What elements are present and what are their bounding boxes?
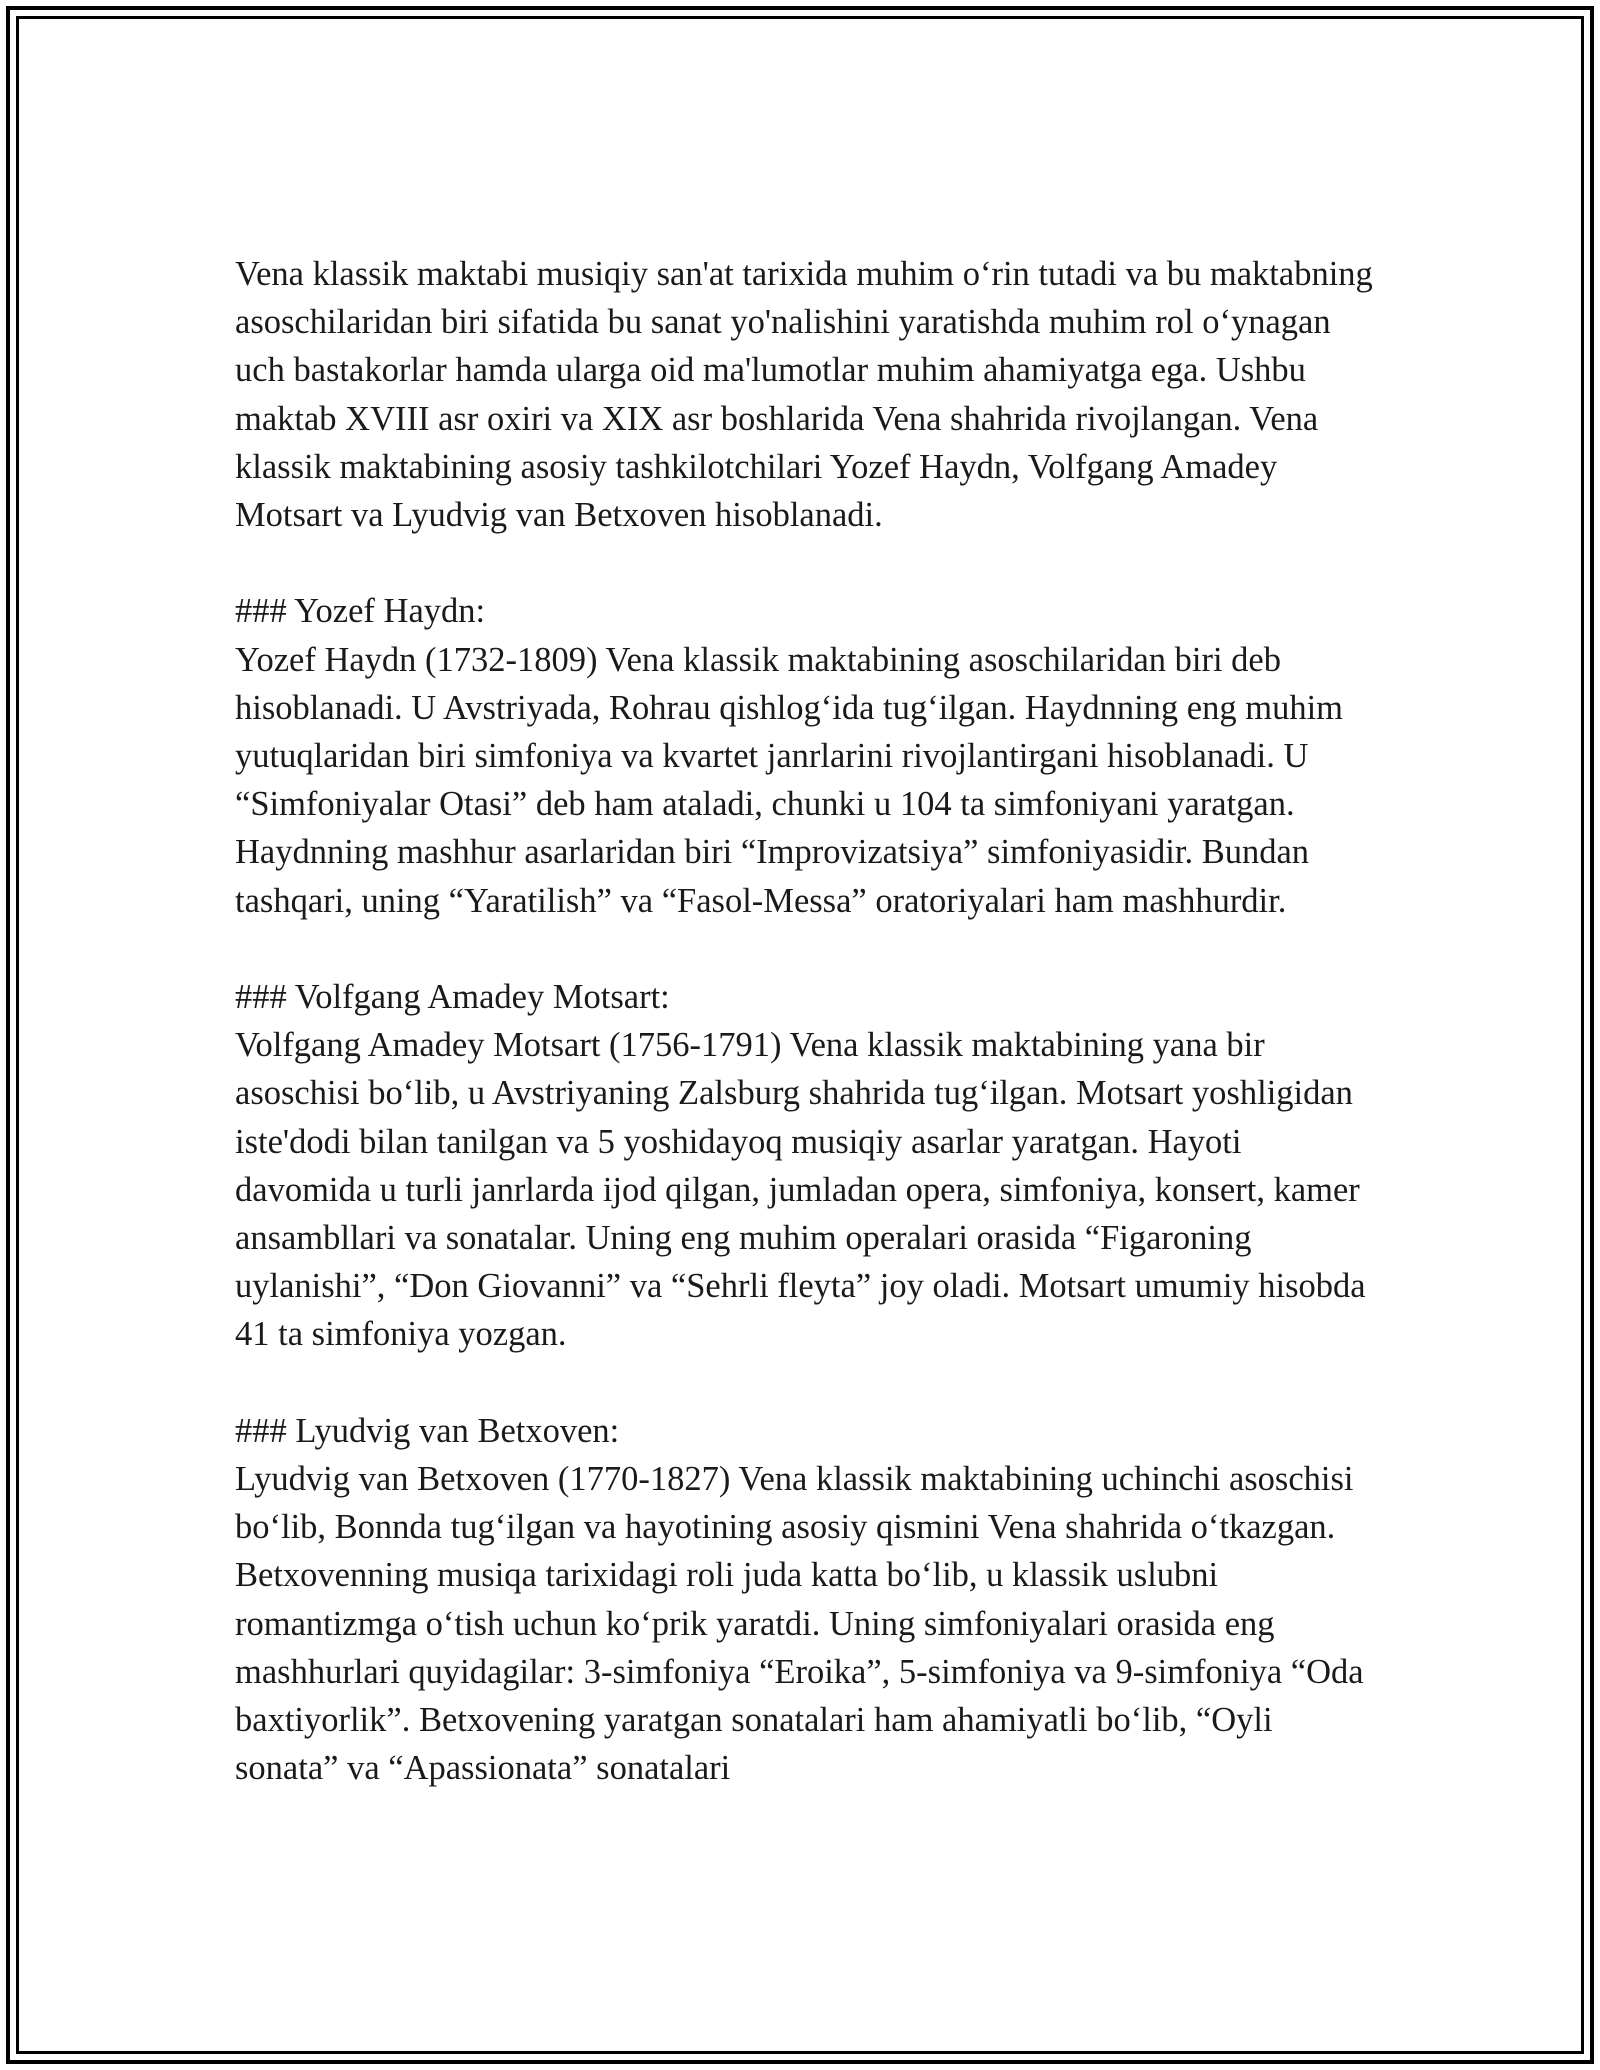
- intro-paragraph: Vena klassik maktabi musiqiy san'at tarixida muhim o‘rin tutadi va bu maktabning asoschilaridan biri sifatida bu sanat yo'nalishini yaratishda muhim rol o‘ynagan uch bastakorlar hamda ularga oid ma'lumotlar muhim ahamiyatga ega. Ushbu maktab XVIII asr oxiri va XIX asr boshlarida Vena shahrida rivojlangan. Vena klassik maktabining asosiy tashkilotchilari Yozef Haydn, Volfgang Amadey Motsart va Lyudvig van Betxoven hisoblanadi.: [235, 255, 1373, 535]
- section-body-haydn: Yozef Haydn (1732-1809) Vena klassik maktabining asoschilaridan biri deb hisoblanadi. U Avstriyada, Rohrau qishlog‘ida tug‘ilgan. Haydnning eng muhim yutuqlaridan biri simfoniya va kvartet janrlarini rivojlantirgani hisoblanadi. U “Simfoniyalar Otasi” deb ham ataladi, chunki u 104 ta simfoniyani yaratgan. Haydnning mashhur asarlaridan biri “Improvizatsiya” simfoniyasidir. Bundan tashqari, uning “Yaratilish” va “Fasol-Messa” oratoriyalari ham mashhurdir.: [235, 640, 1343, 920]
- paragraph-gap: [235, 539, 1375, 587]
- section-body-motsart: Volfgang Amadey Motsart (1756-1791) Vena klassik maktabining yana bir asoschisi bo‘lib, u Avstriyaning Zalsburg shahrida tug‘ilgan. Motsart yoshligidan iste'dodi bilan tanilgan va 5 yoshidayoq musiqiy asarlar yaratgan. Hayoti davomida u turli janrlarda ijod qilgan, jumladan opera, simfoniya, konsert, kamer ansambllari va sonatalar. Uning eng muhim operalari orasida “Figaroning uylanishi”, “Don Giovanni” va “Sehrli fleyta” joy oladi. Motsart umumiy hisobda 41 ta simfoniya yozgan.: [235, 1026, 1366, 1354]
- paragraph-gap: [235, 1359, 1375, 1407]
- section-body-betxoven: Lyudvig van Betxoven (1770-1827) Vena klassik maktabining uchinchi asoschisi bo‘lib, Bonnda tug‘ilgan va hayotining asosiy qismini Vena shahrida o‘tkazgan. Betxovenning musiqa tarixidagi roli juda katta bo‘lib, u klassik uslubni romantizmga o‘tish uchun ko‘prik yaratdi. Uning simfoniyalari orasida eng mashhurlari quyidagilar: 3-simfoniya “Eroika”, 5-simfoniya va 9-simfoniya “Oda baxtiyorlik”. Betxovening yaratgan sonatalari ham ahamiyatli bo‘lib, “Oyli sonata” va “Apassionata” sonatalari: [235, 1460, 1364, 1788]
- document-body: [235, 250, 1375, 1792]
- section-heading-haydn: ### Yozef Haydn:: [235, 592, 486, 631]
- paragraph-gap: [235, 925, 1375, 973]
- section-heading-betxoven: ### Lyudvig van Betxoven:: [235, 1411, 620, 1450]
- section-heading-motsart: ### Volfgang Amadey Motsart:: [235, 978, 670, 1017]
